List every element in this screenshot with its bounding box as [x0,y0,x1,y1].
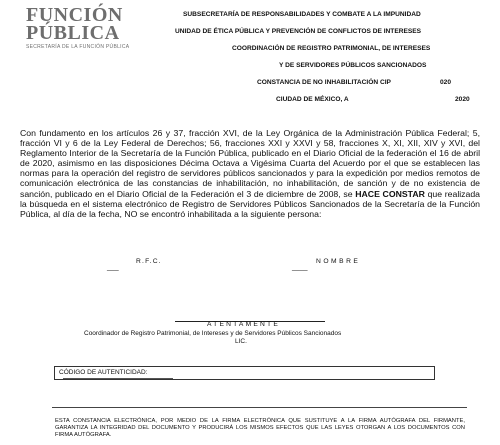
signatory-title: Coordinador de Registro Patrimonial, de Intereses y de Servidores Públicos Sancionados [84,330,342,337]
logo-subtitle: SECRETARÍA DE LA FUNCIÓN PÚBLICA [26,44,130,50]
logo-line-2: PÚBLICA [26,22,120,44]
atentamente-label: ATENTAMENTE [207,321,280,328]
header-line-4: Y DE SERVIDORES PÚBLICOS SANCIONADOS [279,62,427,69]
header-line-3: COORDINACIÓN DE REGISTRO PATRIMONIAL, DE INTERESES [232,45,431,52]
electronic-signature-notice: ESTA CONSTANCIA ELECTRÓNICA, POR MEDIO DE LA FIRMA ELECTRÓNICA QUE SUSTITUYE A LA FIRMA AUTÓGRAFA DEL FIRMANTE, GARANTIZA LA INTEGRIDAD DEL DOCUMENTO Y PRODUCIRÁ LOS MISMOS EFECTOS QUE LAS LEYES OTORGAN A LOS DOCUMENTOS CON FIRMA AUTÓGRAFA. [55,418,465,438]
header-line-1: SUBSECRETARÍA DE RESPONSABILIDADES Y COMBATE A LA IMPUNIDAD [183,11,421,18]
footer-divider [52,407,467,408]
authenticity-code-box [54,366,435,380]
signatory-name-prefix: LIC. [235,338,247,345]
constancia-year: 020 [440,79,452,86]
hace-constar-emphasis: HACE CONSTAR [355,188,425,199]
authenticity-code-underline [63,378,173,379]
logo-line-1: FUNCIÓN [26,4,123,26]
rfc-value-placeholder: ___ [107,264,119,271]
header-line-2: UNIDAD DE ÉTICA PÚBLICA Y PREVENCIÓN DE CONFLICTOS DE INTERESES [175,28,422,35]
nombre-value-placeholder: ____ [292,264,308,271]
body-paragraph [20,128,480,219]
constancia-label: CONSTANCIA DE NO INHABILITACIÓN CIP [257,79,391,86]
body-text-part-2: que realizada la búsqueda en el sistema electrónico de Registro de Servidores Públicos Sancionados de la Secretaría de la Función Pública, al día de la fecha, NO se encontró inhabilitada a la siguiente persona: [20,188,481,219]
city-date-year: 2020 [455,96,470,103]
nombre-label: NOMBRE [316,258,361,265]
authenticity-code-label: CÓDIGO DE AUTENTICIDAD: [59,369,148,376]
body-text-part-1: Con fundamento en los artículos 26 y 37, fracción XVI, de la Ley Orgánica de la Administración Pública Federal; 5, fracción VI y 6 de la Ley Federal de Derechos; 56, fracciones XXI y XXVI y 58, fracciones X, XI, XII, XIV y XVI, del Reglamento Interior de la Secretaría de la Función Pública, publicado en el Diario Oficial de la federación el 16 de abril de 2020, asimismo en las disposiciones Décima Octava a Vigésima Cuarta del Acuerdo por el que se establecen las normas para la operación del registro de servidores públicos sancionados y para la expedición por medios remotos de comunicación electrónica de las constancias de inhabilitación, no inhabilitación, de sanción y de no existencia de sanción, publicado en el Diario Oficial de la Federación el 3 de diciembre de 2008, se [20,128,480,199]
rfc-label: R.F.C. [136,258,162,265]
funcion-publica-logo [26,6,136,54]
city-date-label: CIUDAD DE MÉXICO, A [276,96,349,103]
